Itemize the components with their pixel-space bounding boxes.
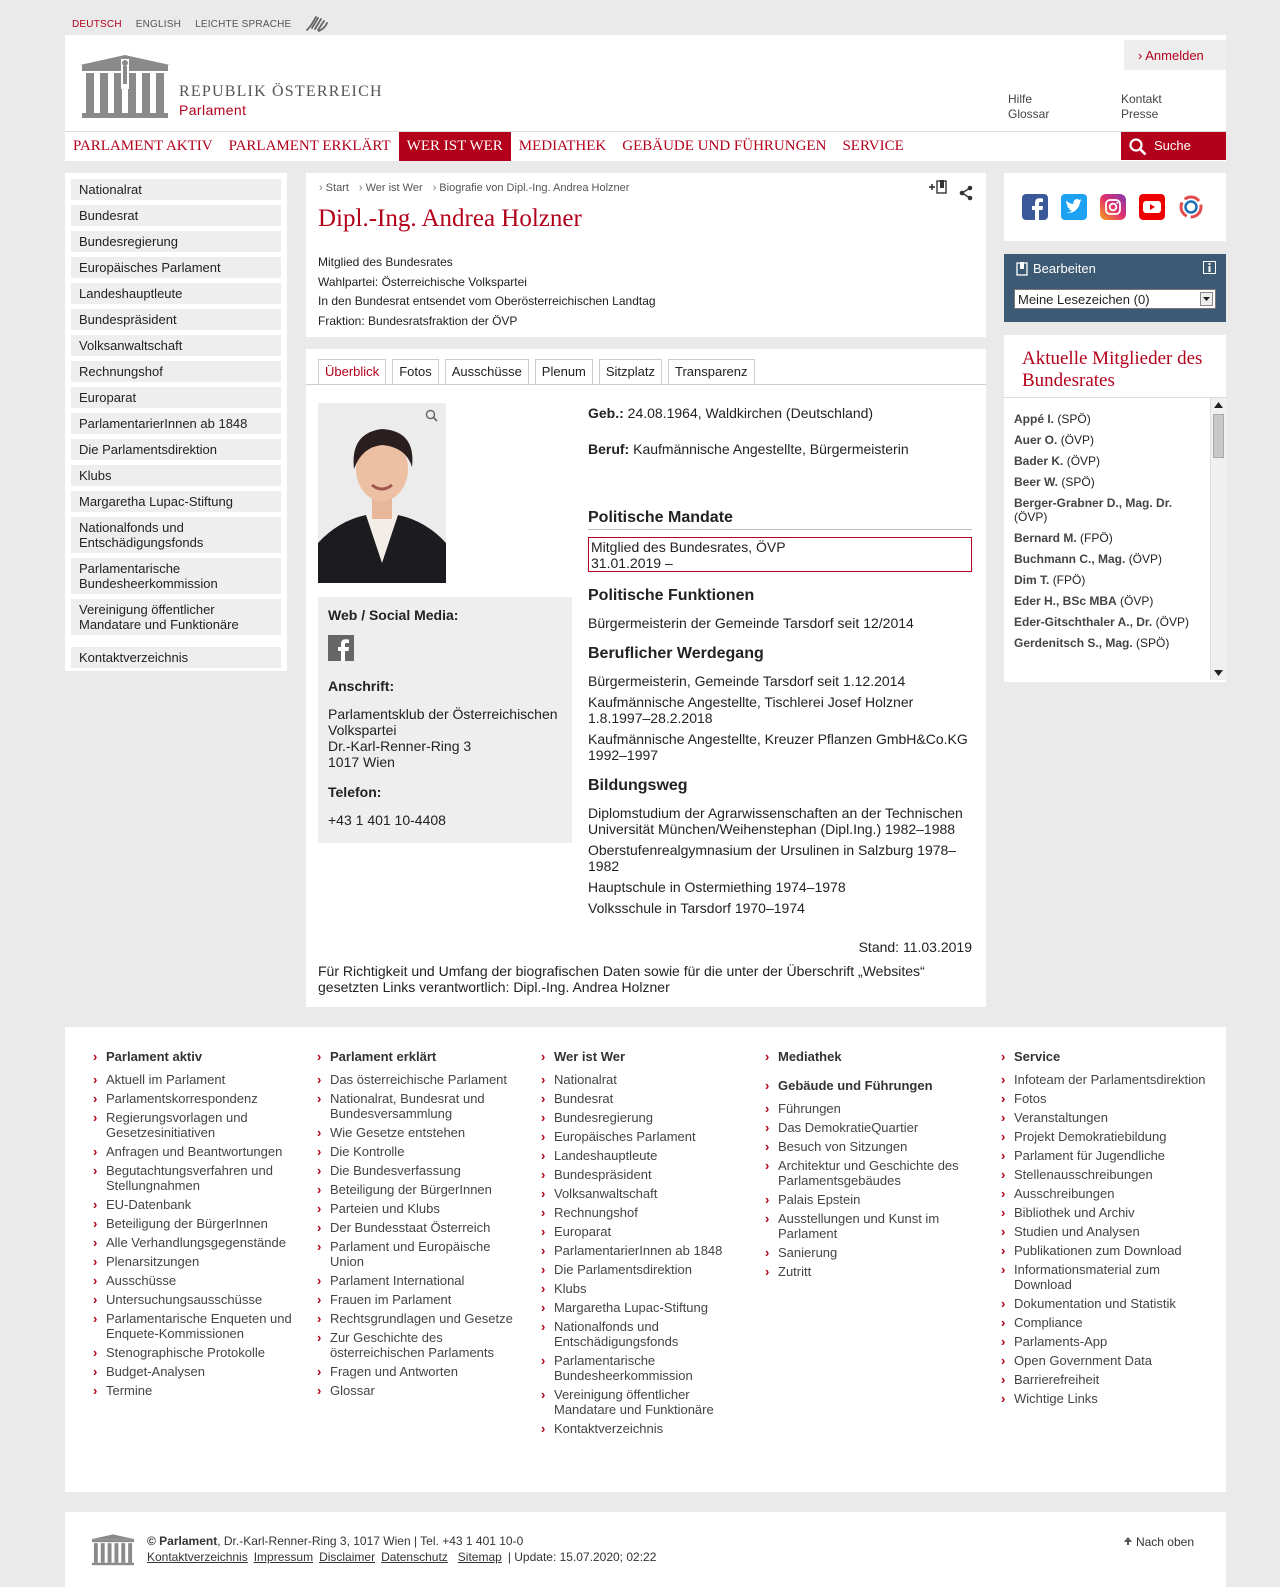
scroll-thumb[interactable] (1213, 414, 1224, 458)
logo-text-republik: REPUBLIK ÖSTERREICH (179, 83, 383, 100)
search-label: Suche (1154, 138, 1191, 153)
lang-easy[interactable]: LEICHTE SPRACHE (195, 19, 292, 30)
members-scrollbar[interactable] (1210, 398, 1226, 680)
sidebar-item[interactable]: Bundesrat (71, 205, 281, 226)
footer-heading[interactable]: › Parlament erklärt (317, 1049, 522, 1064)
bildung-heading: Bildungsweg (588, 777, 688, 794)
member-item[interactable] (1014, 552, 1204, 566)
bildung-item: Oberstufenrealgymnasium der Ursulinen in Salzburg 1978–1982 (588, 842, 957, 874)
members-list (1014, 412, 1204, 657)
members-title: Aktuelle Mitglieder des Bundesrates (1022, 348, 1203, 391)
sign-language-icon[interactable] (305, 14, 329, 35)
nav-wer-ist-wer[interactable]: WER IST WER (399, 132, 511, 161)
bildung-item: Hauptschule in Ostermiething 1974–1978 (588, 879, 846, 895)
web-heading: Web / Social Media: (328, 607, 459, 623)
member-party: (ÖVP) (1120, 594, 1154, 608)
footer-link[interactable]: › Die Bundesverfassung (317, 1163, 522, 1178)
footer-link[interactable]: › Untersuchungsausschüsse (93, 1292, 298, 1307)
link-presse[interactable]: Presse (1121, 107, 1159, 121)
member-party: (SPÖ) (1136, 636, 1170, 650)
members-divider (1004, 397, 1226, 398)
member-name: Bernard M. (1014, 531, 1077, 545)
tab-ausschuesse[interactable]: Ausschüsse (445, 359, 529, 384)
footer-link[interactable]: › Führungen (765, 1101, 970, 1116)
footer-col-parlament-aktiv (93, 1049, 298, 1402)
bildung-item: Volksschule in Tarsdorf 1970–1974 (588, 900, 805, 916)
link-kontakt[interactable]: Kontakt (1121, 92, 1162, 106)
footer-link[interactable]: › Ausstellungen und Kunst im Parlament (765, 1211, 970, 1241)
sidebar-item[interactable]: Europarat (71, 387, 281, 408)
footer-link[interactable]: › Sanierung (765, 1245, 970, 1260)
twitter-icon[interactable] (1061, 194, 1087, 220)
member-name: Bader K. (1014, 454, 1064, 468)
footer-link[interactable]: › EU-Datenbank (93, 1197, 298, 1212)
footer-link[interactable]: › Stellenausschreibungen (1001, 1167, 1206, 1182)
member-party: (ÖVP) (1066, 454, 1101, 468)
footer-link[interactable]: › Informationsmaterial zum Download (1001, 1262, 1206, 1292)
telefon-heading: Telefon: (328, 784, 382, 800)
toplinks-col-2 (1121, 92, 1162, 122)
member-party: (SPÖ) (1057, 412, 1091, 426)
footer-link[interactable]: › Frauen im Parlament (317, 1292, 522, 1307)
footer-link[interactable]: › Wichtige Links (1001, 1391, 1206, 1406)
profile-header-card (306, 173, 986, 337)
sidebar-item[interactable]: Rechnungshof (71, 361, 281, 382)
footer-link[interactable]: › Parlament International (317, 1273, 522, 1288)
footer-link[interactable]: › Beteiligung der BürgerInnen (317, 1182, 522, 1197)
portrait-photo[interactable] (318, 403, 446, 583)
footer-link[interactable]: › Europarat (541, 1224, 746, 1239)
anschrift-address (328, 706, 562, 770)
link-hilfe[interactable]: Hilfe (1008, 92, 1033, 106)
footer-link[interactable]: › Kontaktverzeichnis (541, 1421, 746, 1436)
demokratie-app-icon[interactable] (1178, 194, 1204, 220)
member-item[interactable] (1014, 636, 1204, 650)
footer-col-wer-ist-wer (541, 1049, 746, 1440)
arrow-up-icon (1123, 1536, 1133, 1546)
werdegang-item: Kaufmännische Angestellte, Kreuzer Pflanzen GmbH&Co.KG 1992–1997 (588, 731, 968, 763)
tab-fotos[interactable]: Fotos (392, 359, 439, 384)
scroll-down-icon[interactable] (1213, 668, 1224, 678)
funktionen-heading: Politische Funktionen (588, 587, 755, 604)
sidebar-item[interactable]: Nationalfonds und Entschädigungsfonds (71, 517, 281, 553)
update-text: | Update: 15.07.2020; 02:22 (507, 1550, 657, 1564)
footer-link[interactable]: › Infoteam der Parlamentsdirektion (1001, 1072, 1206, 1087)
sidebar-item[interactable]: Parlamentarische Bundesheerkommission (71, 558, 281, 594)
footer-link[interactable]: › Architektur und Geschichte des Parlamentsgebäudes (765, 1158, 970, 1188)
beruf-label: Beruf: (588, 441, 630, 457)
footer-link[interactable]: › Regierungsvorlagen und Gesetzesinitiativen (93, 1110, 298, 1140)
footer-link[interactable]: › Parlamentskorrespondenz (93, 1091, 298, 1106)
footer-link[interactable]: › Studien und Analysen (1001, 1224, 1206, 1239)
footer-link[interactable]: › Nationalrat, Bundesrat und Bundesversammlung (317, 1091, 522, 1121)
link-datenschutz[interactable]: Datenschutz (381, 1550, 448, 1564)
footer-link[interactable]: › ParlamentarierInnen ab 1848 (541, 1243, 746, 1258)
member-name: Eder-Gitschthaler A., Dr. (1014, 615, 1153, 629)
mandate-heading: Politische Mandate (588, 509, 733, 526)
footer-link[interactable]: › Bibliothek und Archiv (1001, 1205, 1206, 1220)
footer-link[interactable]: › Plenarsitzungen (93, 1254, 298, 1269)
tab-ueberblick[interactable]: Überblick (318, 359, 386, 384)
footer-heading[interactable]: › Wer ist Wer (541, 1049, 746, 1064)
login-button[interactable]: › Anmelden (1124, 40, 1226, 70)
sidebar-item[interactable]: Bundesregierung (71, 231, 281, 252)
mandate-line-1: Mitglied des Bundesrates, ÖVP (591, 539, 786, 555)
search-button[interactable] (1121, 132, 1226, 160)
profile-main-card (306, 349, 986, 1007)
footer-link[interactable]: › Besuch von Sitzungen (765, 1139, 970, 1154)
nav-mediathek[interactable]: MEDIATHEK (518, 138, 607, 154)
footer-link[interactable]: › Das DemokratieQuartier (765, 1120, 970, 1135)
werdegang-item: Kaufmännische Angestellte, Tischlerei Josef Holzner 1.8.1997–28.2.2018 (588, 694, 914, 726)
member-item[interactable] (1014, 496, 1204, 524)
footer-link[interactable]: › Veranstaltungen (1001, 1110, 1206, 1125)
footer-link[interactable]: › Anfragen und Beantwortungen (93, 1144, 298, 1159)
address-line-3: 1017 Wien (328, 754, 395, 770)
footer-link[interactable]: › Projekt Demokratiebildung (1001, 1129, 1206, 1144)
tab-plenum[interactable]: Plenum (535, 359, 593, 384)
footer-link[interactable]: › Fotos (1001, 1091, 1206, 1106)
address-line-2: Dr.-Karl-Renner-Ring 3 (328, 738, 472, 754)
footer-link[interactable]: › Parlament für Jugendliche (1001, 1148, 1206, 1163)
chevron-down-icon (1200, 292, 1213, 306)
funktionen-text: Bürgermeisterin der Gemeinde Tarsdorf seit 12/2014 (588, 615, 914, 631)
sidebar-item[interactable]: Bundespräsident (71, 309, 281, 330)
member-name: Eder H., BSc MBA (1014, 594, 1117, 608)
breadcrumb-current: › Biografie von Dipl.-Ing. Andrea Holzner (433, 182, 630, 194)
link-glossar[interactable]: Glossar (1008, 107, 1050, 121)
member-party: (ÖVP) (1128, 552, 1163, 566)
nav-parlament-aktiv[interactable]: PARLAMENT AKTIV (73, 138, 213, 154)
footer-link[interactable]: › Ausschüsse (93, 1273, 298, 1288)
page-title: Dipl.-Ing. Andrea Holzner (318, 205, 582, 232)
member-item[interactable] (1014, 594, 1204, 608)
share-icon[interactable] (958, 185, 974, 201)
footer-heading[interactable]: › Service (1001, 1049, 1206, 1064)
members-card (1004, 335, 1226, 682)
footer-link[interactable]: › Volksanwaltschaft (541, 1186, 746, 1201)
footer-link[interactable]: › Rechtsgrundlagen und Gesetze (317, 1311, 522, 1326)
legal-links (147, 1550, 656, 1564)
bearbeiten-label[interactable]: Bearbeiten (1033, 261, 1096, 276)
geb-row (588, 405, 873, 421)
footer-link[interactable]: › Beteiligung der BürgerInnen (93, 1216, 298, 1231)
member-item[interactable] (1014, 412, 1204, 426)
link-sitemap[interactable]: Sitemap (457, 1550, 502, 1564)
footer-link[interactable]: › Klubs (541, 1281, 746, 1296)
footer-link[interactable]: › Wie Gesetze entstehen (317, 1125, 522, 1140)
bottom-bar (65, 1512, 1226, 1587)
member-name: Buchmann C., Mag. (1014, 552, 1126, 566)
footer-link[interactable]: › Termine (93, 1383, 298, 1398)
footer-link[interactable]: › Dokumentation und Statistik (1001, 1296, 1206, 1311)
sidebar-item[interactable]: Europäisches Parlament (71, 257, 281, 278)
member-name: Gerdenitsch S., Mag. (1014, 636, 1133, 650)
mandate-box (588, 537, 972, 572)
bookmark-select[interactable] (1014, 289, 1216, 309)
footer-link[interactable]: › Parteien und Klubs (317, 1201, 522, 1216)
sidebar-item[interactable]: Nationalrat (71, 179, 281, 200)
footer-link[interactable]: › Stenographische Protokolle (93, 1345, 298, 1360)
footer-sitemap (65, 1027, 1226, 1492)
sidebar-item[interactable]: Kontaktverzeichnis (71, 647, 281, 668)
geb-label: Geb.: (588, 405, 624, 421)
werdegang-heading: Beruflicher Werdegang (588, 645, 764, 662)
footer-link[interactable]: › Zur Geschichte des österreichischen Parlaments (317, 1330, 522, 1360)
search-icon (1129, 138, 1147, 156)
footer-link[interactable]: › Parlamentarische Enqueten und Enquete-Kommissionen (93, 1311, 298, 1341)
footer-link[interactable]: › Palais Epstein (765, 1192, 970, 1207)
footer-link[interactable]: › Budget-Analysen (93, 1364, 298, 1379)
info-icon[interactable] (1203, 261, 1216, 274)
bildung-list (588, 805, 972, 916)
footer-col-mediathek (765, 1049, 970, 1283)
anschrift-heading: Anschrift: (328, 678, 395, 694)
footer-link[interactable]: › Open Government Data (1001, 1353, 1206, 1368)
member-party: (ÖVP) (1155, 615, 1189, 629)
footer-link[interactable]: › Bundesregierung (541, 1110, 746, 1125)
member-item[interactable] (1014, 573, 1204, 587)
member-item[interactable] (1014, 531, 1204, 545)
member-name: Berger-Grabner D., Mag. Dr. (1014, 496, 1173, 510)
member-name: Beer W. (1014, 475, 1059, 489)
social-icons (1022, 194, 1204, 220)
breadcrumb-wer-ist-wer[interactable]: › Wer ist Wer (359, 182, 423, 194)
footer-link[interactable]: › Barrierefreiheit (1001, 1372, 1206, 1387)
toplinks-col-1 (1008, 92, 1049, 122)
tab-divider (306, 384, 986, 385)
footer-address: , Dr.-Karl-Renner-Ring 3, 1017 Wien | Tel. +43 1 401 10-0 (217, 1534, 524, 1548)
address-line-1: Parlamentsklub der Österreichischen Volkspartei (328, 706, 558, 738)
geb-value: 24.08.1964, Waldkirchen (Deutschland) (627, 405, 874, 421)
footer-link[interactable]: › Rechnungshof (541, 1205, 746, 1220)
language-bar (72, 14, 329, 35)
member-name: Appé I. (1014, 412, 1055, 426)
link-kontaktverzeichnis[interactable]: Kontaktverzeichnis (147, 1550, 248, 1564)
footer-link[interactable]: › Publikationen zum Download (1001, 1243, 1206, 1258)
footer-link[interactable]: › Die Kontrolle (317, 1144, 522, 1159)
footer-link[interactable]: › Begutachtungsverfahren und Stellungnahmen (93, 1163, 298, 1193)
beruf-row (588, 441, 909, 457)
logo-text-parlament: Parlament (179, 102, 247, 118)
breadcrumb-start[interactable]: › Start (319, 182, 349, 194)
info-mitglied: Mitglied des Bundesrates (318, 255, 453, 269)
sidebar-item[interactable]: Die Parlamentsdirektion (71, 439, 281, 460)
instagram-icon[interactable] (1100, 194, 1126, 220)
profile-info (318, 253, 656, 331)
main-nav (65, 131, 1226, 161)
footer-heading[interactable]: › Mediathek (765, 1049, 970, 1064)
bookmark-icon (1016, 262, 1028, 276)
footer-link[interactable]: › Bundespräsident (541, 1167, 746, 1182)
sidebar-nav (65, 173, 287, 671)
footer-heading[interactable]: › Gebäude und Führungen (765, 1078, 970, 1093)
nav-parlament-erklaert[interactable]: PARLAMENT ERKLÄRT (228, 138, 391, 154)
member-name: Dim T. (1014, 573, 1050, 587)
footer-link[interactable]: › Fragen und Antworten (317, 1364, 522, 1379)
member-item[interactable] (1014, 433, 1204, 447)
footer-link[interactable]: › Europäisches Parlament (541, 1129, 746, 1144)
link-impressum[interactable]: Impressum (253, 1550, 314, 1564)
nav-gebaeude[interactable]: GEBÄUDE UND FÜHRUNGEN (622, 138, 827, 154)
bookmark-select-value: Meine Lesezeichen (0) (1018, 292, 1150, 307)
back-to-top[interactable] (1123, 1535, 1194, 1549)
site-header (65, 35, 1226, 161)
copyright: © Parlament (147, 1534, 218, 1548)
lang-english[interactable]: ENGLISH (135, 19, 182, 30)
member-item[interactable] (1014, 475, 1204, 489)
parliament-logo-small-icon[interactable] (91, 1534, 135, 1566)
lang-deutsch[interactable]: DEUTSCH (72, 19, 122, 30)
telefon-number: +43 1 401 10-4408 (328, 812, 446, 828)
link-disclaimer[interactable]: Disclaimer (319, 1550, 376, 1564)
footer-link[interactable]: › Margaretha Lupac-Stiftung (541, 1300, 746, 1315)
sidebar-item[interactable]: Volksanwaltschaft (71, 335, 281, 356)
facebook-icon[interactable] (1022, 194, 1048, 220)
footer-link[interactable]: › Die Parlamentsdirektion (541, 1262, 746, 1277)
tab-transparenz[interactable]: Transparenz (668, 359, 755, 384)
footer-link[interactable]: › Bundesrat (541, 1091, 746, 1106)
footer-link[interactable]: › Zutritt (765, 1264, 970, 1279)
footer-link[interactable]: › Aktuell im Parlament (93, 1072, 298, 1087)
member-party: (SPÖ) (1061, 475, 1095, 489)
youtube-icon[interactable] (1139, 194, 1165, 220)
sidebar-item[interactable]: Landeshauptleute (71, 283, 281, 304)
werdegang-list (588, 673, 978, 763)
member-item[interactable] (1014, 615, 1204, 629)
bookmark-panel (1004, 254, 1226, 322)
copyright-line (147, 1534, 523, 1548)
contact-box (318, 597, 572, 843)
breadcrumb (319, 182, 629, 194)
footer-link[interactable]: › Parlament und Europäische Union (317, 1239, 522, 1269)
sidebar-item[interactable]: Klubs (71, 465, 281, 486)
member-party: (FPÖ) (1052, 573, 1086, 587)
footer-link[interactable]: › Alle Verhandlungsgegenstände (93, 1235, 298, 1250)
facebook-icon[interactable] (328, 635, 354, 661)
footer-col-parlament-erklaert (317, 1049, 522, 1402)
info-wahlpartei: Wahlpartei: Österreichische Volkspartei (318, 274, 527, 289)
footer-link[interactable]: › Das österreichische Parlament (317, 1072, 522, 1087)
member-item[interactable] (1014, 454, 1204, 468)
footer-col-service (1001, 1049, 1206, 1410)
sidebar-item[interactable]: Margaretha Lupac-Stiftung (71, 491, 281, 512)
scroll-up-icon[interactable] (1213, 400, 1224, 410)
footer-link[interactable]: › Landeshauptleute (541, 1148, 746, 1163)
werdegang-item: Bürgermeisterin, Gemeinde Tarsdorf seit 1.12.2014 (588, 673, 906, 689)
sidebar-item[interactable]: ParlamentarierInnen ab 1848 (71, 413, 281, 434)
mandate-line-2: 31.01.2019 – (591, 555, 673, 571)
footer-link[interactable]: › Der Bundesstaat Österreich (317, 1220, 522, 1235)
stand-date: Stand: 11.03.2019 (858, 939, 972, 955)
profile-tabs (318, 359, 755, 384)
bildung-item: Diplomstudium der Agrarwissenschaften an der Technischen Universität München/Weihenstephan (Dipl.Ing.) 1982–1988 (588, 805, 963, 837)
zoom-icon[interactable] (425, 409, 438, 422)
member-party: (FPÖ) (1080, 531, 1113, 545)
bookmark-add-icon[interactable] (928, 179, 948, 195)
info-entsendet: In den Bundesrat entsendet vom Oberösterreichischen Landtag (318, 294, 656, 308)
footer-link[interactable]: › Parlamentarische Bundesheerkommission (541, 1353, 746, 1383)
footer-heading[interactable]: › Parlament aktiv (93, 1049, 298, 1064)
footer-link[interactable]: › Parlaments-App (1001, 1334, 1206, 1349)
tab-sitzplatz[interactable]: Sitzplatz (599, 359, 662, 384)
footer-link[interactable]: › Nationalrat (541, 1072, 746, 1087)
footer-link[interactable]: › Ausschreibungen (1001, 1186, 1206, 1201)
member-party: (ÖVP) (1060, 433, 1095, 447)
sidebar-item[interactable]: Vereinigung öffentlicher Mandatare und Funktionäre (71, 599, 281, 635)
nav-service[interactable]: SERVICE (842, 138, 904, 154)
beruf-value: Kaufmännische Angestellte, Bürgermeisterin (633, 441, 909, 457)
disclaimer-text: Für Richtigkeit und Umfang der biografischen Daten sowie für die unter der Überschrift „Websites“ gesetzten Links verantwortlich: Dipl.-Ing. Andrea Holzner (318, 963, 925, 995)
back-to-top-label: Nach oben (1135, 1535, 1194, 1549)
footer-link[interactable]: › Glossar (317, 1383, 522, 1398)
footer-link[interactable]: › Vereinigung öffentlicher Mandatare und Funktionäre (541, 1387, 746, 1417)
mandate-divider (588, 529, 972, 530)
login-label: Anmelden (1145, 48, 1204, 63)
member-name: Auer O. (1014, 433, 1058, 447)
footer-link[interactable]: › Nationalfonds und Entschädigungsfonds (541, 1319, 746, 1349)
info-fraktion: Fraktion: Bundesratsfraktion der ÖVP (318, 313, 518, 328)
parliament-logo-icon[interactable] (80, 55, 170, 119)
social-card (1004, 173, 1226, 241)
footer-link[interactable]: › Compliance (1001, 1315, 1206, 1330)
member-party: (ÖVP) (1014, 510, 1048, 524)
